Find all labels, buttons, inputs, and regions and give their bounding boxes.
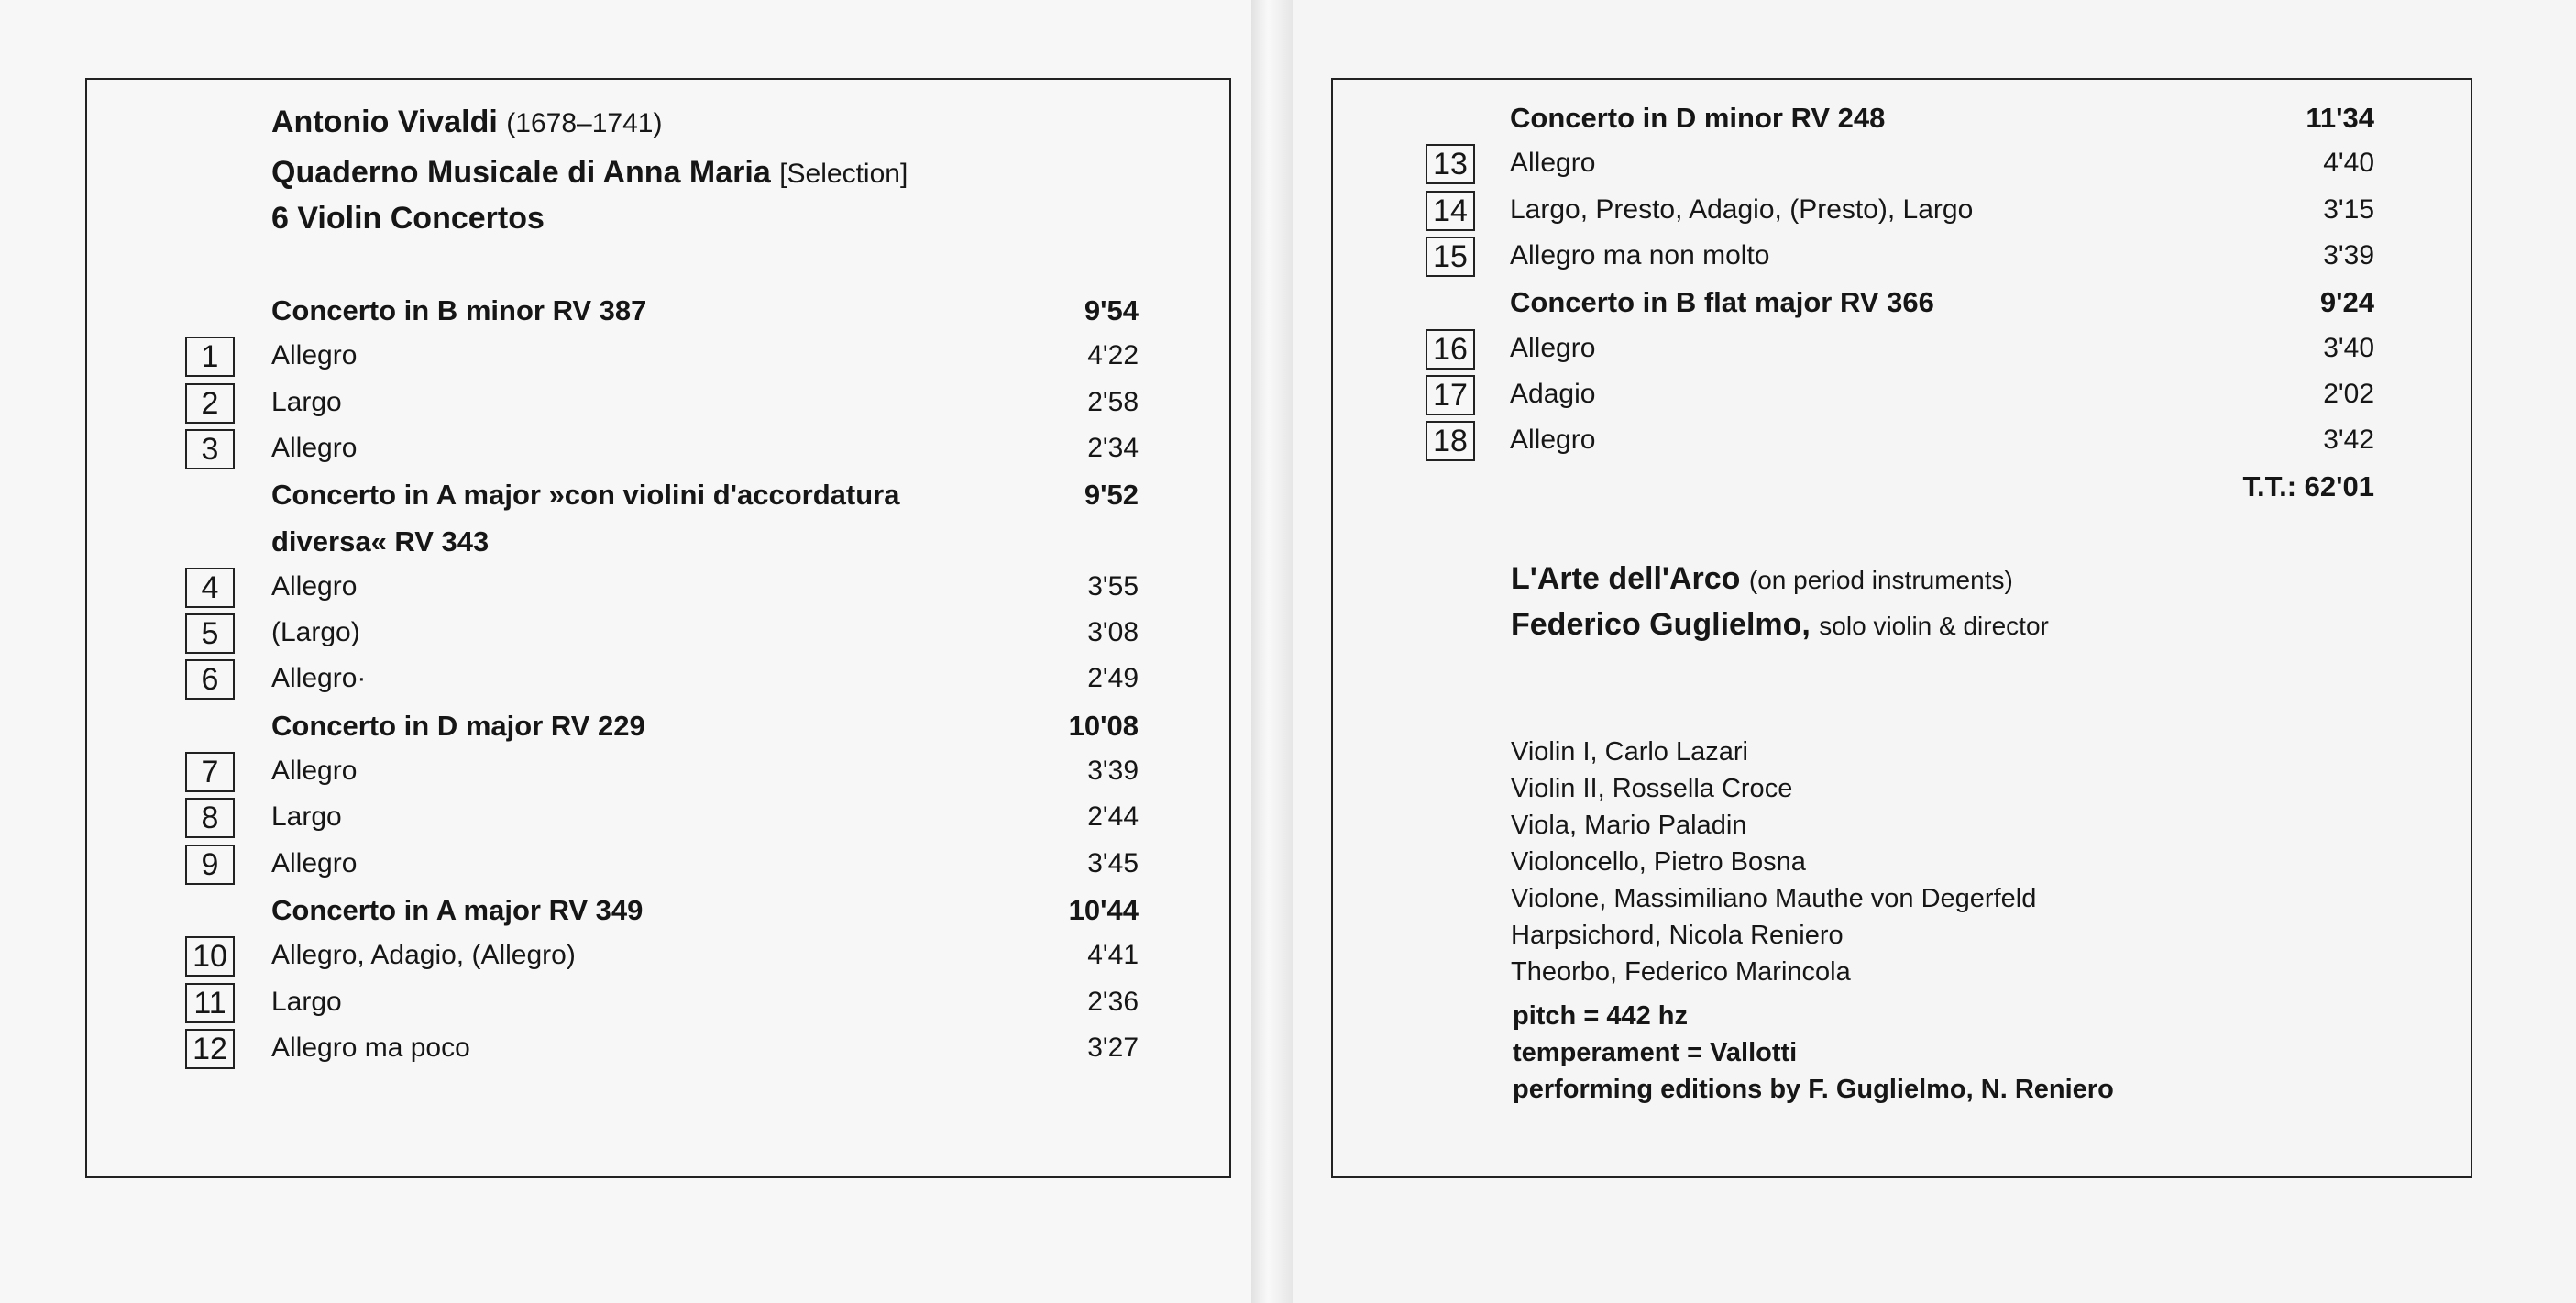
track-title: Largo, Presto, Adagio, (Presto), Largo xyxy=(1510,193,1974,225)
track-title: Allegro xyxy=(1510,425,1596,456)
track-duration: 3'08 xyxy=(1087,617,1139,648)
concerto-heading xyxy=(1426,282,2374,323)
musician: Violin I, Carlo Lazari xyxy=(1511,737,1748,767)
musician: Violoncello, Pietro Bosna xyxy=(1511,847,1806,877)
concerto-duration: T.T.: 62'01 xyxy=(2242,470,2374,503)
track-row xyxy=(185,383,1139,424)
concerto-heading xyxy=(185,291,1139,331)
track-duration: 2'02 xyxy=(2323,378,2374,409)
track-title: Allegro ma non molto xyxy=(1510,239,1770,271)
track-row xyxy=(185,337,1139,377)
ensemble-name: L'Arte dell'Arco xyxy=(1511,561,1741,596)
track-number: 1 xyxy=(185,337,235,377)
collection-title: Quaderno Musicale di Anna Maria xyxy=(271,155,771,190)
track-duration: 2'58 xyxy=(1087,386,1139,417)
track-duration: 3'27 xyxy=(1087,1032,1139,1063)
director-name: Federico Guglielmo, xyxy=(1511,607,1811,642)
track-title: Largo xyxy=(271,986,342,1017)
track-number: 14 xyxy=(1426,191,1475,231)
track-row xyxy=(1426,329,2374,370)
musician: Theorbo, Federico Marincola xyxy=(1511,957,1851,987)
concerto-title: Concerto in B flat major RV 366 xyxy=(1510,286,1934,319)
track-duration: 2'44 xyxy=(1087,801,1139,833)
concerto-title: Concerto in A major »con violini d'accordatura xyxy=(271,479,900,512)
concerto-title: Concerto in D major RV 229 xyxy=(271,709,645,742)
concerto-heading xyxy=(185,475,1139,515)
concerto-duration: 9'54 xyxy=(1084,294,1139,326)
track-row xyxy=(185,936,1139,977)
track-duration: 2'49 xyxy=(1087,663,1139,694)
track-title: Allegro, Adagio, (Allegro) xyxy=(271,940,576,971)
concerto-title: Concerto in B minor RV 387 xyxy=(271,294,647,326)
editions-line: performing editions by F. Guglielmo, N. Reniero xyxy=(1513,1075,2114,1104)
track-number: 11 xyxy=(185,983,235,1023)
track-duration: 3'40 xyxy=(2323,332,2374,363)
concerto-heading xyxy=(185,890,1139,931)
concerto-heading xyxy=(1426,467,2374,507)
track-title: Allegro xyxy=(1510,148,1596,179)
musician: Viola, Mario Paladin xyxy=(1511,811,1747,840)
concerto-duration: 9'52 xyxy=(1084,479,1139,512)
track-number: 5 xyxy=(185,613,235,654)
track-number: 18 xyxy=(1426,421,1475,461)
pitch-line: pitch = 442 hz xyxy=(1513,1001,1688,1031)
track-number: 13 xyxy=(1426,144,1475,184)
track-number: 16 xyxy=(1426,329,1475,370)
track-row xyxy=(185,659,1139,700)
track-number: 2 xyxy=(185,383,235,424)
track-duration: 3'42 xyxy=(2323,425,2374,456)
collection-line xyxy=(271,157,908,188)
concerto-duration: 10'44 xyxy=(1068,893,1139,926)
director-role: solo violin & director xyxy=(1819,612,2049,640)
track-number: 3 xyxy=(185,429,235,469)
track-number: 8 xyxy=(185,798,235,838)
subtitle: 6 Violin Concertos xyxy=(271,201,545,236)
composer-dates: (1678–1741) xyxy=(506,108,663,138)
track-title: Allegro xyxy=(271,432,358,463)
track-row xyxy=(1426,237,2374,277)
composer-name: Antonio Vivaldi xyxy=(271,105,498,139)
track-title: Allegro ma poco xyxy=(271,1032,470,1063)
track-title: Allegro xyxy=(271,756,358,786)
track-title: Allegro xyxy=(271,570,358,602)
track-duration: 2'34 xyxy=(1087,432,1139,463)
track-title: Allegro xyxy=(271,340,358,371)
track-number: 7 xyxy=(185,752,235,792)
track-title: (Largo) xyxy=(271,617,360,648)
concerto-title: diversa« RV 343 xyxy=(271,525,490,558)
track-duration: 3'45 xyxy=(1087,847,1139,878)
track-row xyxy=(1426,191,2374,231)
track-row xyxy=(185,983,1139,1023)
track-row xyxy=(1426,421,2374,461)
concerto-title: Concerto in A major RV 349 xyxy=(271,893,644,926)
ensemble-line xyxy=(1511,561,2013,597)
track-title: Largo xyxy=(271,801,342,833)
track-title: Adagio xyxy=(1510,378,1596,409)
track-duration: 3'15 xyxy=(2323,193,2374,225)
track-title: Largo xyxy=(271,386,342,417)
subtitle-line xyxy=(271,203,545,234)
track-row xyxy=(1426,144,2374,184)
track-row xyxy=(185,568,1139,608)
concerto-heading xyxy=(1426,98,2374,138)
track-title: Allegro xyxy=(271,847,358,878)
track-duration: 4'41 xyxy=(1087,940,1139,971)
track-row xyxy=(185,613,1139,654)
track-row xyxy=(1426,375,2374,415)
musician: Harpsichord, Nicola Reniero xyxy=(1511,921,1844,950)
track-number: 12 xyxy=(185,1029,235,1069)
temperament-line: temperament = Vallotti xyxy=(1513,1038,1798,1067)
track-duration: 3'39 xyxy=(2323,239,2374,271)
concerto-title: Concerto in D minor RV 248 xyxy=(1510,102,1886,134)
track-number: 10 xyxy=(185,936,235,977)
track-number: 6 xyxy=(185,659,235,700)
track-title: Allegro xyxy=(1510,332,1596,363)
musician: Violin II, Rossella Croce xyxy=(1511,774,1793,803)
track-row xyxy=(185,429,1139,469)
track-row xyxy=(185,845,1139,885)
selection-note: [Selection] xyxy=(779,159,908,189)
concerto-duration: 11'34 xyxy=(2306,102,2374,134)
concerto-heading xyxy=(185,522,1139,562)
track-row xyxy=(185,752,1139,792)
track-number: 17 xyxy=(1426,375,1475,415)
ensemble-note: (on period instruments) xyxy=(1748,566,2013,594)
track-duration: 3'39 xyxy=(1087,756,1139,786)
track-title: Allegro· xyxy=(271,663,367,694)
musician: Violone, Massimiliano Mauthe von Degerfeld xyxy=(1511,884,2037,913)
track-number: 9 xyxy=(185,845,235,885)
composer-line xyxy=(271,106,662,138)
track-duration: 4'40 xyxy=(2323,148,2374,179)
track-row xyxy=(185,1029,1139,1069)
director-line xyxy=(1511,607,2049,643)
track-duration: 4'22 xyxy=(1087,340,1139,371)
concerto-duration: 9'24 xyxy=(2319,286,2374,319)
track-duration: 3'55 xyxy=(1087,570,1139,602)
track-number: 15 xyxy=(1426,237,1475,277)
track-row xyxy=(185,798,1139,838)
track-duration: 2'36 xyxy=(1087,986,1139,1017)
concerto-duration: 10'08 xyxy=(1068,709,1139,742)
booklet-gutter xyxy=(1251,0,1293,1303)
track-number: 4 xyxy=(185,568,235,608)
concerto-heading xyxy=(185,706,1139,746)
